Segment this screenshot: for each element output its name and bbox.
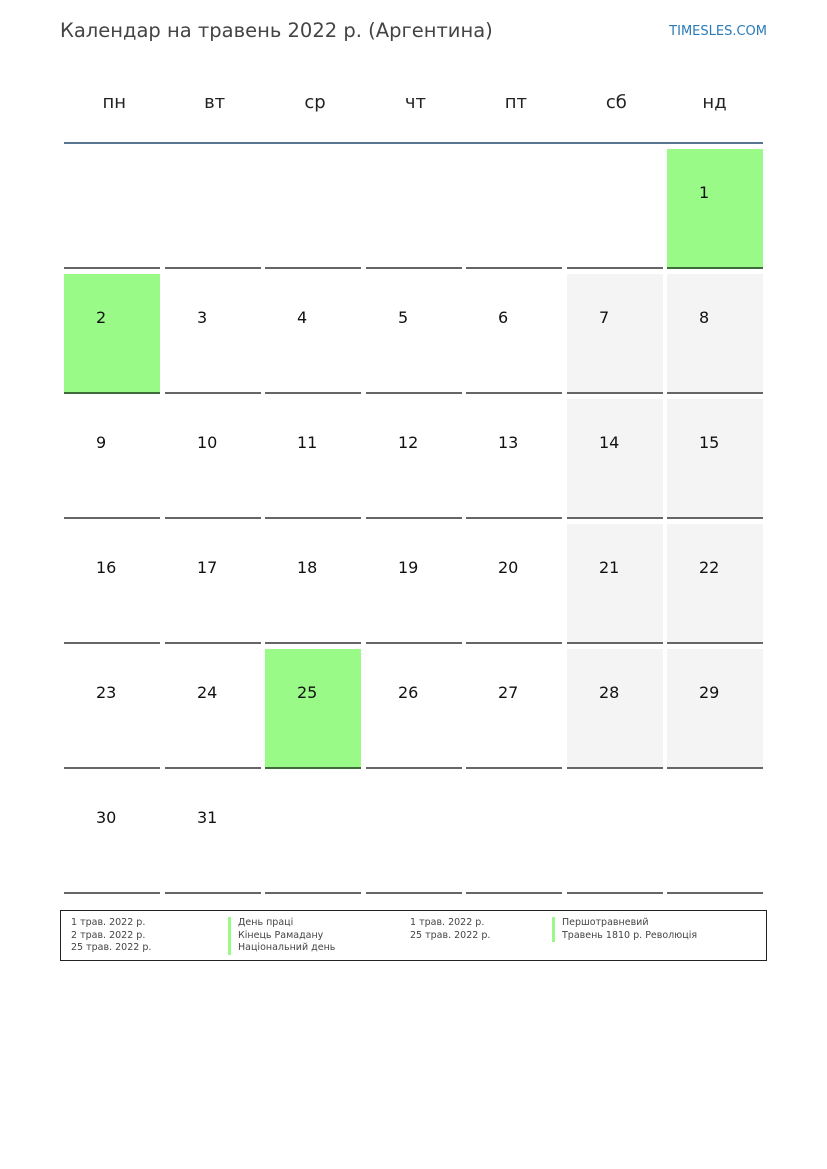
holiday-day-cell <box>265 649 361 769</box>
day-cell <box>366 649 462 769</box>
day-cell <box>466 649 562 769</box>
day-number: 19 <box>398 558 419 577</box>
day-number: 21 <box>599 558 620 577</box>
day-cell <box>265 524 361 644</box>
legend-date: 25 трав. 2022 р. <box>410 929 491 941</box>
weekday-sun: нд <box>702 92 727 113</box>
weekday-mon: пн <box>102 92 126 113</box>
weekend-day-cell <box>567 274 663 394</box>
brand-link[interactable]: TIMESLES.COM <box>669 24 767 39</box>
day-number: 17 <box>197 558 218 577</box>
weekday-thu: чт <box>404 92 427 113</box>
holiday-day-cell <box>64 274 160 394</box>
legend-holiday-name: Травень 1810 р. Революція <box>552 930 697 943</box>
day-cell <box>165 774 261 894</box>
day-number: 1 <box>699 183 710 202</box>
legend-date: 2 трав. 2022 р. <box>71 929 146 941</box>
day-cell <box>165 649 261 769</box>
header-divider <box>64 142 763 144</box>
legend-dates-right <box>410 917 490 942</box>
day-number: 18 <box>297 558 318 577</box>
day-number: 16 <box>96 558 117 577</box>
day-number: 8 <box>699 308 710 327</box>
day-number: 2 <box>96 308 107 327</box>
weekday-header-row <box>64 92 763 113</box>
weekend-day-cell <box>567 524 663 644</box>
day-number: 6 <box>498 308 509 327</box>
empty-day-cell <box>366 774 462 894</box>
day-number: 23 <box>96 683 117 702</box>
day-cell <box>466 524 562 644</box>
empty-day-cell <box>667 774 763 894</box>
empty-day-cell <box>64 149 160 269</box>
weekend-day-cell <box>567 399 663 519</box>
day-number: 9 <box>96 433 107 452</box>
empty-day-cell <box>466 149 562 269</box>
day-number: 4 <box>297 308 308 327</box>
day-number: 29 <box>699 683 720 702</box>
holiday-legend <box>60 910 767 961</box>
legend-holiday-name: Кінець Рамадану <box>228 930 335 943</box>
day-cell <box>64 399 160 519</box>
day-number: 25 <box>297 683 318 702</box>
day-cell <box>265 399 361 519</box>
holiday-day-cell <box>667 149 763 269</box>
day-number: 31 <box>197 808 218 827</box>
day-number: 14 <box>599 433 620 452</box>
day-cell <box>165 274 261 394</box>
day-number: 13 <box>498 433 519 452</box>
day-cell <box>165 524 261 644</box>
day-cell <box>366 399 462 519</box>
weekend-day-cell <box>667 649 763 769</box>
legend-date: 1 трав. 2022 р. <box>71 917 146 928</box>
day-number: 7 <box>599 308 610 327</box>
legend-date: 1 трав. 2022 р. <box>410 917 485 928</box>
day-number: 12 <box>398 433 419 452</box>
day-cell <box>64 524 160 644</box>
day-number: 3 <box>197 308 208 327</box>
weekend-day-cell <box>667 274 763 394</box>
day-number: 22 <box>699 558 720 577</box>
weekday-tue: вт <box>204 92 226 113</box>
day-cell <box>366 524 462 644</box>
day-cell <box>466 399 562 519</box>
day-number: 15 <box>699 433 720 452</box>
empty-day-cell <box>265 149 361 269</box>
day-cell <box>64 774 160 894</box>
legend-dates-left <box>71 917 151 955</box>
day-number: 28 <box>599 683 620 702</box>
day-number: 11 <box>297 433 318 452</box>
day-number: 10 <box>197 433 218 452</box>
legend-holiday-name: День праці <box>228 917 335 930</box>
weekday-wed: ср <box>304 92 326 113</box>
page-title: Календар на травень 2022 р. (Аргентина) <box>60 19 493 42</box>
day-cell <box>265 274 361 394</box>
legend-holiday-name: Національний день <box>228 942 335 955</box>
day-number: 20 <box>498 558 519 577</box>
weekday-fri: пт <box>504 92 528 113</box>
day-cell <box>366 274 462 394</box>
weekend-day-cell <box>667 524 763 644</box>
legend-names-right <box>552 917 697 942</box>
weekend-day-cell <box>567 649 663 769</box>
day-cell <box>466 274 562 394</box>
legend-holiday-name: Першотравневий <box>552 917 697 930</box>
day-cell <box>64 649 160 769</box>
empty-day-cell <box>165 149 261 269</box>
weekend-day-cell <box>667 399 763 519</box>
day-number: 30 <box>96 808 117 827</box>
weekday-sat: сб <box>605 92 627 113</box>
empty-day-cell <box>366 149 462 269</box>
day-number: 5 <box>398 308 409 327</box>
day-number: 27 <box>498 683 519 702</box>
day-number: 26 <box>398 683 419 702</box>
day-cell <box>165 399 261 519</box>
legend-date: 25 трав. 2022 р. <box>71 942 152 953</box>
empty-day-cell <box>265 774 361 894</box>
day-number: 24 <box>197 683 218 702</box>
empty-day-cell <box>567 774 663 894</box>
legend-names-left <box>228 917 335 955</box>
empty-day-cell <box>567 149 663 269</box>
empty-day-cell <box>466 774 562 894</box>
